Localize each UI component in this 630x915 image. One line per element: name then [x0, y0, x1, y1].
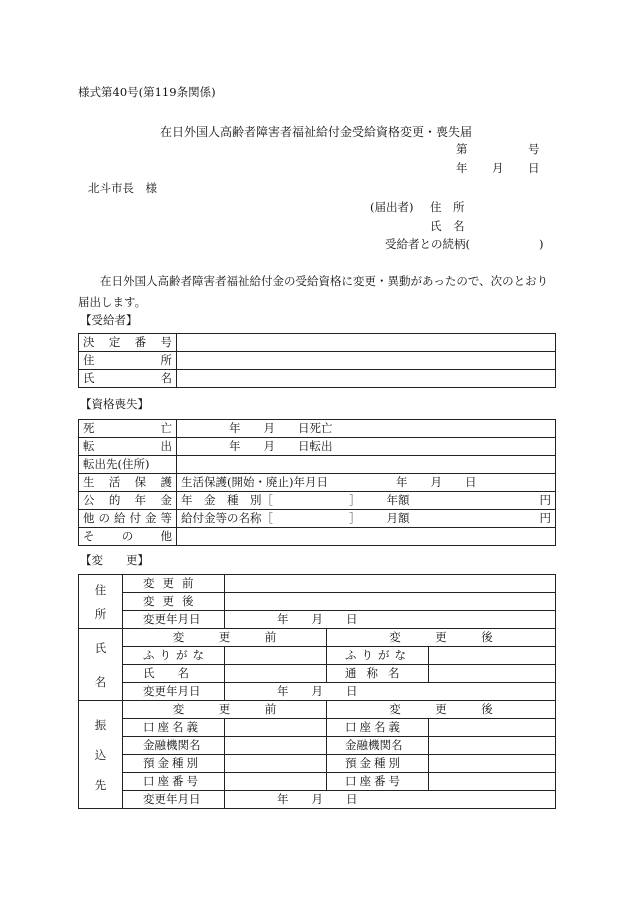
table-row [79, 370, 556, 388]
moveout-dest-label: 転出先(住所) [79, 456, 177, 474]
table-row [79, 611, 556, 629]
table-row [79, 420, 556, 438]
name-before-label: 氏 名 [123, 665, 225, 683]
account-name-after-label: 口座名義 [327, 719, 429, 737]
pension-close-bracket: ］ [349, 493, 361, 507]
deposit-type-after-label: 預金種別 [327, 755, 429, 773]
table-row [79, 575, 556, 593]
table-row [79, 593, 556, 611]
account-name-before-label: 口座名義 [123, 719, 225, 737]
recipient-address-value[interactable] [177, 352, 556, 370]
moveout-label: 転 出 [83, 439, 172, 453]
address-change-date-value[interactable]: 年 月 日 [225, 611, 556, 629]
name-change-date-value[interactable]: 年 月 日 [225, 683, 556, 701]
address-after-value[interactable] [225, 593, 556, 611]
furigana-after-label: ふりがな [327, 647, 429, 665]
death-value[interactable]: 年 月 日死亡 [177, 420, 556, 438]
recipient-name-value[interactable] [177, 370, 556, 388]
benefit-name-label: 給付金等の名称［ [181, 511, 273, 525]
addressee: 北斗市長 様 [88, 181, 157, 195]
date-month: 月 [492, 161, 504, 175]
table-row [79, 755, 556, 773]
death-label: 死 亡 [83, 421, 172, 435]
account-name-before-value[interactable] [225, 719, 327, 737]
applicant-name-label: 氏 名 [430, 219, 465, 233]
pension-label: 公 的 年 金 [83, 493, 172, 507]
bank-name-before-value[interactable] [225, 737, 327, 755]
benefit-amount-label: 月額 [386, 511, 410, 525]
number-go: 号 [528, 142, 540, 156]
address-change-date-label: 変更年月日 [123, 611, 225, 629]
name-after-header: 変 更 後 [327, 629, 556, 647]
decision-number-value[interactable] [177, 334, 556, 352]
table-row [79, 334, 556, 352]
other-value[interactable] [177, 528, 556, 546]
transfer-group-label: 振 込 先 [79, 701, 123, 809]
table-row [79, 456, 556, 474]
pension-cell[interactable] [177, 492, 556, 510]
account-name-after-value[interactable] [429, 719, 556, 737]
recipient-section-title: 【受給者】 [80, 313, 138, 327]
form-number: 様式第40号(第119条関係) [78, 85, 216, 99]
table-row [79, 647, 556, 665]
furigana-before-value[interactable] [225, 647, 327, 665]
address-before-value[interactable] [225, 575, 556, 593]
name-change-date-label: 変更年月日 [123, 683, 225, 701]
table-row [79, 492, 556, 510]
transfer-change-date-value[interactable]: 年 月 日 [225, 791, 556, 809]
relation-label: 受給者との続柄( ) [385, 237, 544, 251]
other-label: そ の 他 [83, 529, 172, 543]
pension-type-label: 年 金 種 別［ [181, 493, 273, 507]
bank-name-after-value[interactable] [429, 737, 556, 755]
date-day: 日 [528, 161, 540, 175]
change-section-title: 【変 更】 [80, 553, 149, 567]
furigana-before-label: ふりがな [123, 647, 225, 665]
table-row [79, 737, 556, 755]
deposit-type-after-value[interactable] [429, 755, 556, 773]
bank-name-before-label: 金融機関名 [123, 737, 225, 755]
address-group-label: 住 所 [79, 575, 123, 629]
alias-value[interactable] [429, 665, 556, 683]
moveout-value[interactable]: 年 月 日転出 [177, 438, 556, 456]
other-benefit-label: 他 の 給 付 金 等 [83, 511, 172, 525]
transfer-before-header: 変 更 前 [123, 701, 327, 719]
table-row [79, 719, 556, 737]
loss-table [78, 419, 556, 546]
address-after-label: 変更後 [123, 593, 225, 611]
welfare-date: 年 月 日 [395, 475, 477, 489]
transfer-after-header: 変 更 後 [327, 701, 556, 719]
table-row [79, 528, 556, 546]
account-number-before-label: 口座番号 [123, 773, 225, 791]
change-table [78, 574, 556, 809]
decision-number-label: 決 定 番 号 [83, 335, 172, 349]
recipient-table [78, 333, 556, 388]
benefit-cell[interactable] [177, 510, 556, 528]
welfare-value-label: 生活保護(開始・廃止)年月日 [181, 475, 328, 489]
deposit-type-before-label: 預金種別 [123, 755, 225, 773]
benefit-yen: 円 [539, 511, 551, 525]
welfare-cell[interactable] [177, 474, 556, 492]
date-year: 年 [456, 161, 468, 175]
benefit-close-bracket: ］ [349, 511, 361, 525]
table-row [79, 773, 556, 791]
body-text: 在日外国人高齢者障害者福祉給付金の受給資格に変更・異動があったので、次のとおり届出します。 [78, 274, 549, 309]
table-row [79, 510, 556, 528]
table-row [79, 629, 556, 647]
moveout-dest-value[interactable] [177, 456, 556, 474]
table-row [79, 701, 556, 719]
form-title: 在日外国人高齢者障害者福祉給付金受給資格変更・喪失届 [160, 125, 473, 139]
furigana-after-value[interactable] [429, 647, 556, 665]
name-before-value[interactable] [225, 665, 327, 683]
pension-yen: 円 [539, 493, 551, 507]
account-number-after-value[interactable] [429, 773, 556, 791]
account-number-before-value[interactable] [225, 773, 327, 791]
recipient-name-label: 氏 名 [83, 371, 172, 385]
table-row [79, 791, 556, 809]
address-before-label: 変更前 [123, 575, 225, 593]
deposit-type-before-value[interactable] [225, 755, 327, 773]
applicant-label: (届出者) [370, 200, 414, 214]
table-row [79, 352, 556, 370]
loss-section-title: 【資格喪失】 [80, 397, 149, 411]
pension-amount-label: 年額 [386, 493, 410, 507]
table-row [79, 474, 556, 492]
account-number-after-label: 口座番号 [327, 773, 429, 791]
name-before-header: 変 更 前 [123, 629, 327, 647]
table-row [79, 683, 556, 701]
name-group-label: 氏 名 [79, 629, 123, 701]
applicant-address-label: 住 所 [430, 200, 465, 214]
table-row [79, 665, 556, 683]
recipient-address-label: 住 所 [83, 353, 172, 367]
welfare-label: 生 活 保 護 [83, 475, 172, 489]
alias-label: 通称名 [327, 665, 429, 683]
bank-name-after-label: 金融機関名 [327, 737, 429, 755]
number-dai: 第 [456, 142, 468, 156]
transfer-change-date-label: 変更年月日 [123, 791, 225, 809]
table-row [79, 438, 556, 456]
